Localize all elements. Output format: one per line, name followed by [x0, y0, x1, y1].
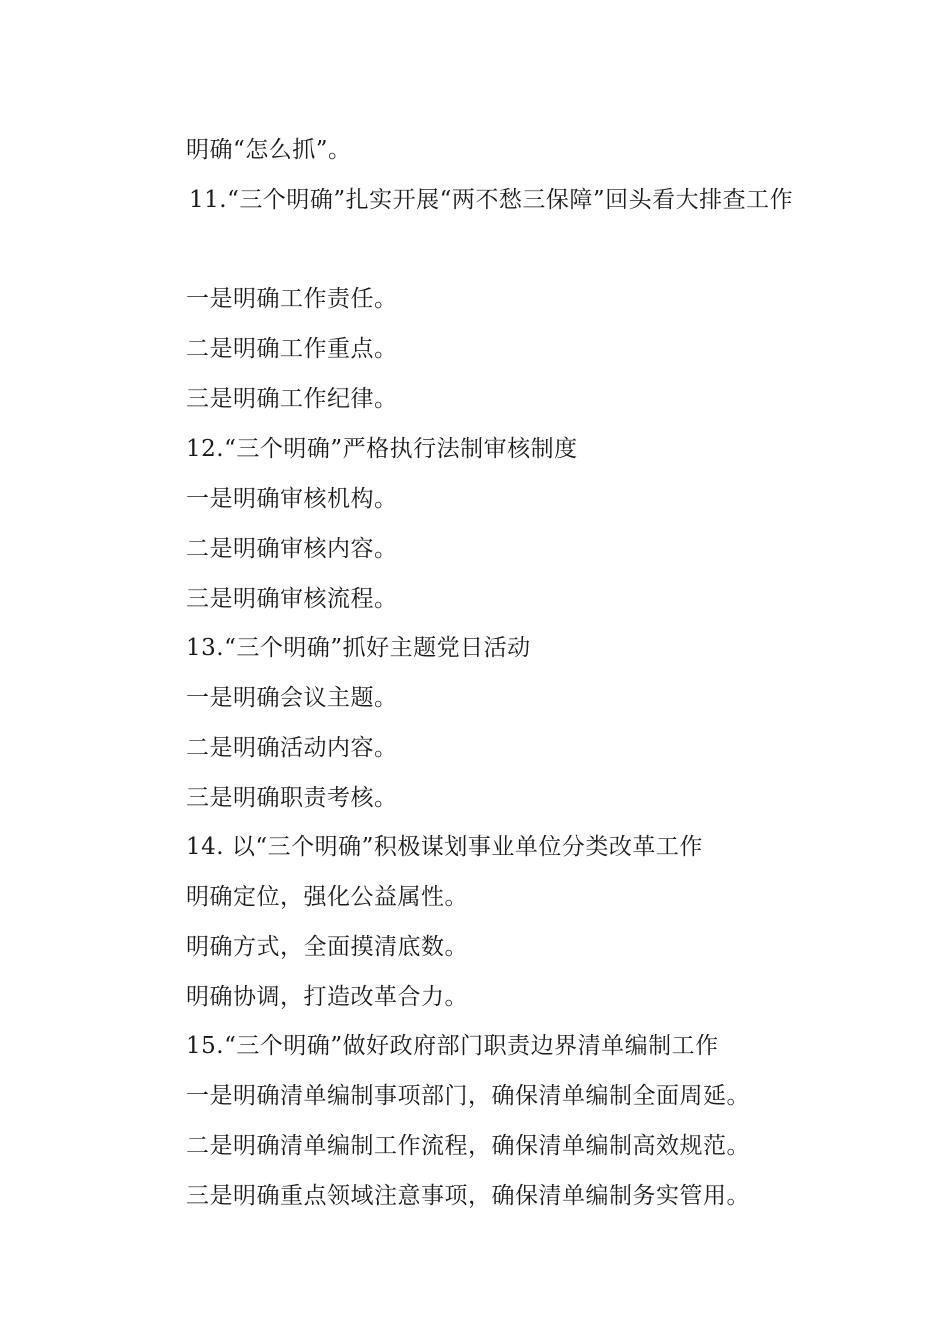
text-line: 明确“怎么抓”。: [186, 137, 352, 163]
section-heading-12: 12.“三个明确”严格执行法制审核制度: [186, 436, 578, 462]
section-heading-15: 15.“三个明确”做好政府部门职责边界清单编制工作: [186, 1033, 719, 1059]
list-item: 明确协调，打造改革合力。: [186, 984, 468, 1010]
list-item: 一是明确会议主题。: [186, 685, 398, 711]
section-heading-13: 13.“三个明确”抓好主题党日活动: [186, 635, 531, 661]
list-item: 二是明确审核内容。: [186, 536, 398, 562]
list-item: 二是明确工作重点。: [186, 336, 398, 362]
list-item: 二是明确清单编制工作流程，确保清单编制高效规范。: [186, 1133, 750, 1159]
list-item: 三是明确重点领域注意事项，确保清单编制务实管用。: [186, 1183, 750, 1209]
list-item: 一是明确审核机构。: [186, 486, 398, 512]
list-item: 明确方式，全面摸清底数。: [186, 934, 468, 960]
list-item: 二是明确活动内容。: [186, 735, 398, 761]
section-heading-11: 11.“三个明确”扎实开展“两不愁三保障”回头看大排查工作: [189, 187, 794, 213]
list-item: 一是明确工作责任。: [186, 286, 398, 312]
section-heading-14: 14. 以“三个明确”积极谋划事业单位分类改革工作: [186, 834, 703, 860]
list-item: 三是明确职责考核。: [186, 785, 398, 811]
list-item: 三是明确审核流程。: [186, 586, 398, 612]
list-item: 一是明确清单编制事项部门，确保清单编制全面周延。: [186, 1083, 750, 1109]
list-item: 明确定位，强化公益属性。: [186, 884, 468, 910]
list-item: 三是明确工作纪律。: [186, 386, 398, 412]
